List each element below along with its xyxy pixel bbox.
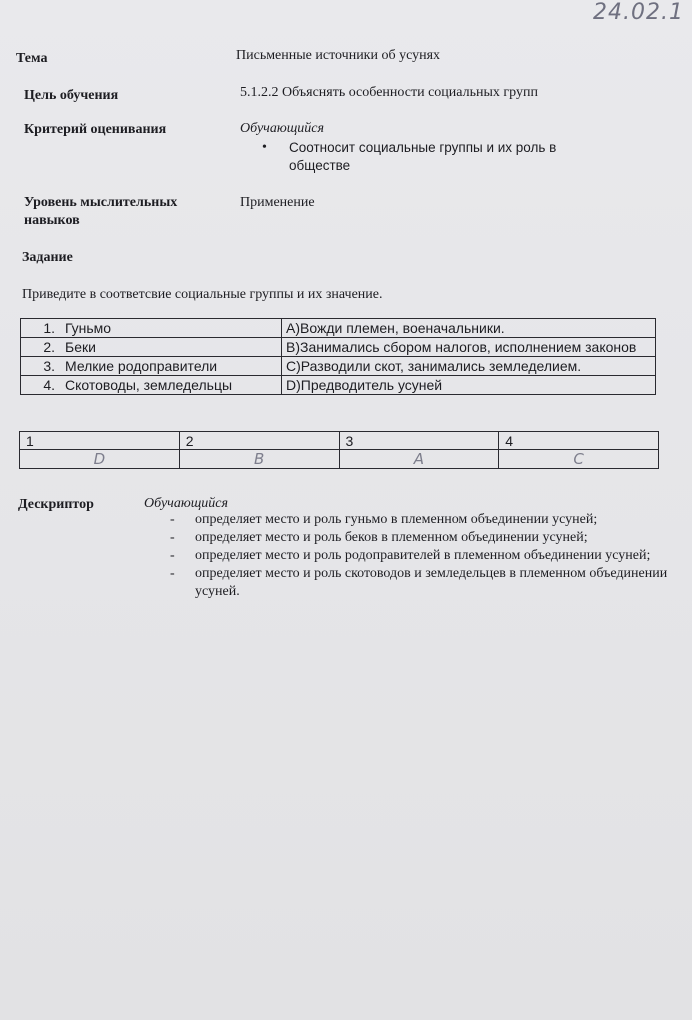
list-item: - определяет место и роль беков в племенном объединении усуней; bbox=[170, 530, 588, 545]
level-value: Применение bbox=[240, 195, 315, 210]
answer-table bbox=[19, 431, 659, 469]
table-row bbox=[21, 338, 656, 357]
meaning-cell: В)Занимались сбором налогов, исполнением законов bbox=[282, 338, 656, 357]
dash-marker: - bbox=[170, 566, 175, 581]
dash-marker: - bbox=[170, 530, 175, 545]
table-row bbox=[21, 376, 656, 395]
handwritten-answer: C bbox=[499, 450, 659, 469]
task-label: Задание bbox=[22, 250, 73, 265]
task-text: Приведите в соответсвие социальные группы и их значение. bbox=[22, 287, 383, 302]
table-row bbox=[21, 357, 656, 376]
meaning-cell: А)Вожди племен, военачальники. bbox=[282, 319, 656, 338]
level-label: Уровень мыслительных навыков bbox=[24, 195, 178, 228]
list-item: - определяет место и роль гуньмо в племенном объединении усуней; bbox=[170, 512, 598, 527]
criterion-label: Критерий оценивания bbox=[24, 122, 167, 137]
meaning-cell: С)Разводили скот, занимались земледелием. bbox=[282, 357, 656, 376]
dash-marker: - bbox=[170, 512, 175, 527]
dash-marker: - bbox=[170, 548, 175, 563]
group-cell: 1. Гуньмо bbox=[21, 319, 282, 338]
criterion-value: Обучающийся bbox=[240, 121, 325, 136]
descriptor-label: Дескриптор bbox=[18, 497, 94, 512]
list-item: - определяет место и роль родоправителей в племенном объединении усуней; bbox=[170, 548, 651, 563]
descriptor-list bbox=[170, 511, 670, 601]
answer-header: 2 bbox=[179, 432, 339, 450]
list-item: - определяет место и роль скотоводов и земледельцев в племенном объединении усуней. bbox=[170, 566, 668, 599]
handwritten-date: 24.02.1 bbox=[593, 0, 684, 25]
goal-label: Цель обучения bbox=[24, 88, 119, 103]
table-row bbox=[21, 319, 656, 338]
meaning-cell: D)Предводитель усуней bbox=[282, 376, 656, 395]
goal-value: 5.1.2.2 Объяснять особенности социальных групп bbox=[240, 85, 538, 100]
handwritten-answer: B bbox=[179, 450, 339, 469]
answer-row bbox=[20, 450, 659, 469]
criterion-bullet-text: Соотносит социальные группы и их роль в обществе bbox=[289, 140, 557, 173]
group-cell: 4. Скотоводы, земледельцы bbox=[21, 376, 282, 395]
tema-value: Письменные источники об усунях bbox=[236, 48, 441, 63]
answer-header: 1 bbox=[20, 432, 180, 450]
answer-header-row bbox=[20, 432, 659, 450]
bullet-icon: • bbox=[262, 140, 267, 155]
group-cell: 3. Мелкие родоправители bbox=[21, 357, 282, 376]
descriptor-intro: Обучающийся bbox=[144, 496, 229, 511]
handwritten-answer: A bbox=[339, 450, 499, 469]
matching-table bbox=[20, 318, 656, 395]
answer-header: 3 bbox=[339, 432, 499, 450]
group-cell: 2. Беки bbox=[21, 338, 282, 357]
tema-label: Тема bbox=[16, 51, 48, 66]
handwritten-answer: D bbox=[20, 450, 180, 469]
answer-header: 4 bbox=[499, 432, 659, 450]
